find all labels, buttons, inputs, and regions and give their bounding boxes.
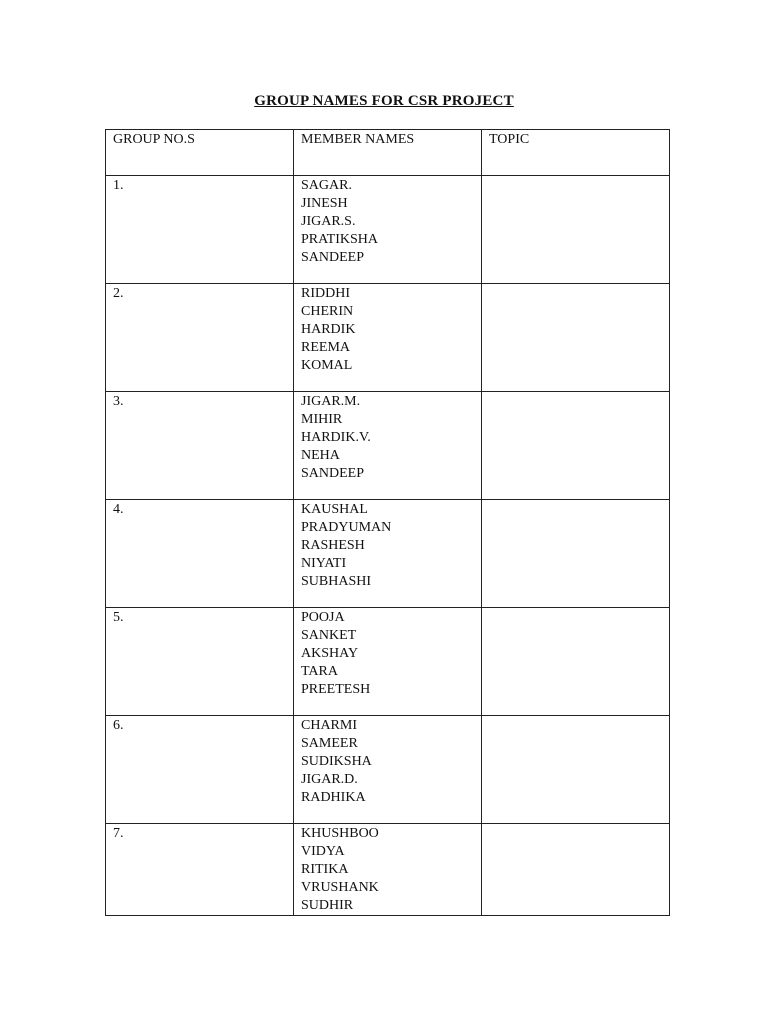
topic-cell — [482, 176, 670, 284]
member-name: NEHA — [301, 448, 340, 463]
topic-cell — [482, 392, 670, 500]
member-name: SANKET — [301, 628, 357, 643]
member-names-cell — [294, 392, 482, 500]
member-name: NIYATI — [301, 556, 347, 571]
member-names-cell — [294, 824, 482, 916]
member-name: RASHESH — [301, 538, 365, 553]
member-name: KHUSHBOO — [301, 826, 379, 841]
group-number-cell — [106, 608, 294, 716]
member-name: VIDYA — [301, 844, 345, 859]
member-names-cell — [294, 608, 482, 716]
member-name: SANDEEP — [301, 466, 365, 481]
member-name: TARA — [301, 664, 338, 679]
group-number: 1. — [113, 178, 124, 193]
member-name: RITIKA — [301, 862, 349, 877]
member-name: RIDDHI — [301, 286, 350, 301]
topic-cell — [482, 824, 670, 916]
column-header-group-no: GROUP NO.S — [106, 130, 294, 176]
member-name: JIGAR.S. — [301, 214, 356, 229]
groups-table — [105, 129, 670, 916]
group-number: 6. — [113, 718, 124, 733]
member-name: AKSHAY — [301, 646, 359, 661]
member-name: SAGAR. — [301, 178, 352, 193]
group-number: 2. — [113, 286, 124, 301]
member-name: JIGAR.M. — [301, 394, 361, 409]
member-name: VRUSHANK — [301, 880, 379, 895]
member-name: PRATIKSHA — [301, 232, 379, 247]
member-name: CHERIN — [301, 304, 354, 319]
group-number-cell — [106, 716, 294, 824]
column-header-topic: TOPIC — [482, 130, 670, 176]
member-name: SANDEEP — [301, 250, 365, 265]
member-names-cell — [294, 176, 482, 284]
member-name: SUDIKSHA — [301, 754, 372, 769]
group-number-cell — [106, 392, 294, 500]
table-row — [106, 608, 670, 716]
member-name: HARDIK — [301, 322, 356, 337]
member-name: SUBHASHI — [301, 574, 372, 589]
member-names-cell — [294, 500, 482, 608]
member-name: PRADYUMAN — [301, 520, 392, 535]
table-header-row — [106, 130, 670, 176]
topic-cell — [482, 500, 670, 608]
topic-cell — [482, 284, 670, 392]
page-title: GROUP NAMES FOR CSR PROJECT — [254, 93, 514, 109]
table-row — [106, 500, 670, 608]
groups-table-body — [106, 176, 670, 916]
member-name: KAUSHAL — [301, 502, 368, 517]
member-names-cell — [294, 284, 482, 392]
member-name: REEMA — [301, 340, 350, 355]
group-number-cell — [106, 284, 294, 392]
group-number: 4. — [113, 502, 124, 517]
member-name: POOJA — [301, 610, 345, 625]
member-name: HARDIK.V. — [301, 430, 371, 445]
member-name: RADHIKA — [301, 790, 366, 805]
member-name: JINESH — [301, 196, 348, 211]
topic-cell — [482, 716, 670, 824]
member-names-cell — [294, 716, 482, 824]
table-row — [106, 392, 670, 500]
member-name: MIHIR — [301, 412, 343, 427]
group-number-cell — [106, 500, 294, 608]
member-name: SAMEER — [301, 736, 358, 751]
table-row — [106, 176, 670, 284]
member-name: JIGAR.D. — [301, 772, 358, 787]
table-row — [106, 716, 670, 824]
topic-cell — [482, 608, 670, 716]
group-number: 7. — [113, 826, 124, 841]
column-header-member-names: MEMBER NAMES — [294, 130, 482, 176]
member-name: KOMAL — [301, 358, 353, 373]
group-number-cell — [106, 824, 294, 916]
member-name: CHARMI — [301, 718, 358, 733]
table-row — [106, 824, 670, 916]
member-name: SUDHIR — [301, 898, 354, 913]
table-row — [106, 284, 670, 392]
member-name: PREETESH — [301, 682, 371, 697]
group-number: 3. — [113, 394, 124, 409]
group-number: 5. — [113, 610, 124, 625]
group-number-cell — [106, 176, 294, 284]
